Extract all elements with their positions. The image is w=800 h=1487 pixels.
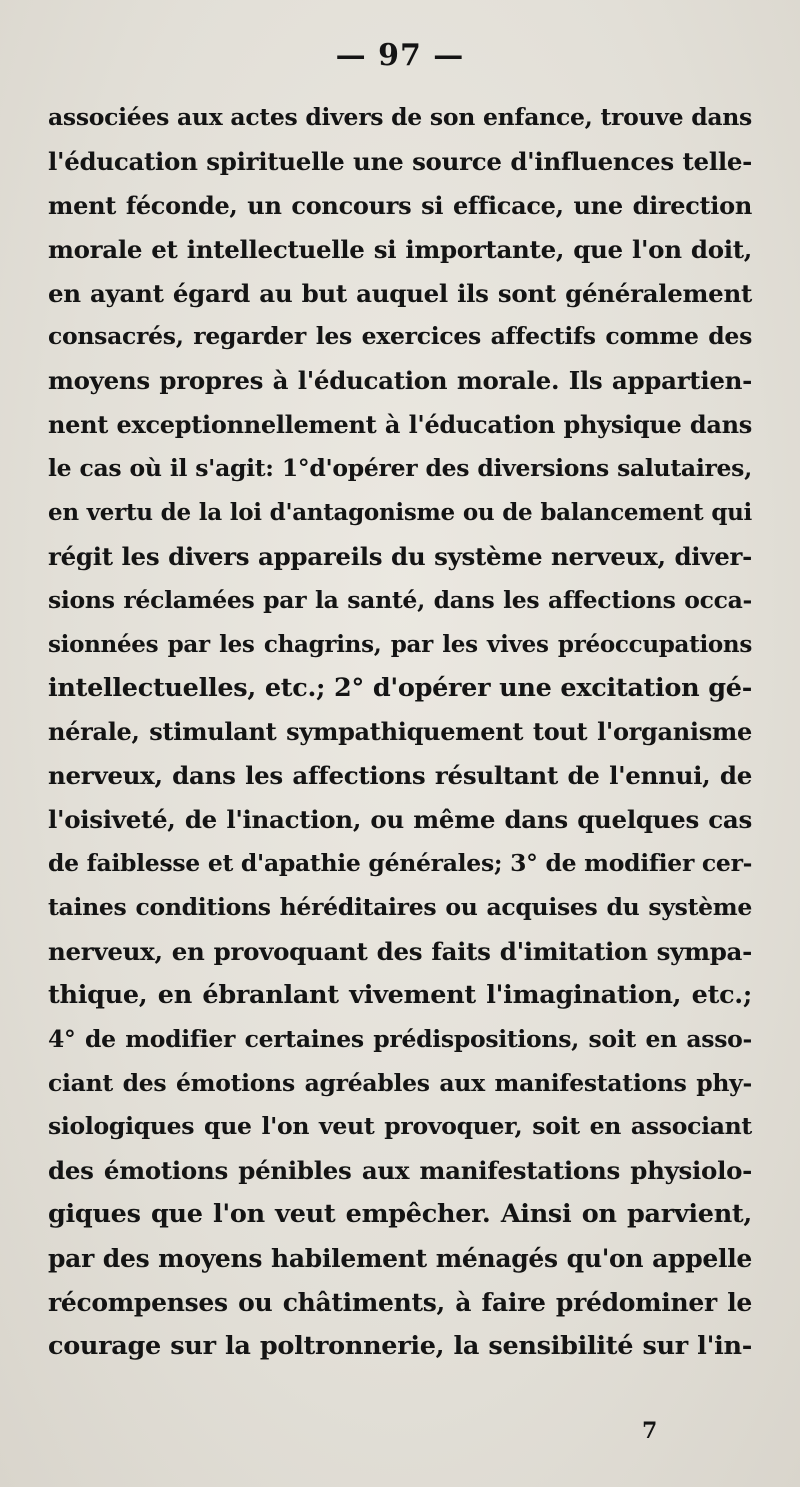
text-line: en ayant égard au but auquel ils sont généralement	[48, 278, 752, 308]
text-line: sionnées par les chagrins, par les vives préoccupations	[48, 630, 752, 658]
text-line: des émotions pénibles aux manifestations physiolo-	[48, 1156, 752, 1186]
text-line: sions réclamées par la santé, dans les affections occa-	[48, 585, 752, 614]
text-line: morale et intellectuelle si importante, que l'on doit,	[48, 234, 752, 264]
text-line: de faiblesse et d'apathie générales; 3° de modifier cer-	[48, 849, 753, 878]
text-line: ment féconde, un concours si efficace, une direction	[48, 190, 752, 220]
text-line: nérale, stimulant sympathiquement tout l'organisme	[48, 717, 752, 747]
text-line: consacrés, regarder les exercices affectifs comme des	[48, 322, 752, 351]
text-line: thique, en ébranlant vivement l'imagination, etc.;	[48, 979, 752, 1010]
text-line: nerveux, dans les affections résultant de l'ennui, de	[48, 761, 752, 791]
text-line: siologiques que l'on veut provoquer, soit en associant	[48, 1112, 752, 1141]
text-line: associées aux actes divers de son enfance, trouve dans	[48, 103, 752, 131]
text-line: nerveux, en provoquant des faits d'imitation sympa-	[48, 936, 752, 966]
text-line: courage sur la poltronnerie, la sensibilité sur l'in-	[48, 1330, 752, 1361]
text-line: ciant des émotions agréables aux manifestations phy-	[48, 1068, 752, 1097]
text-line: l'oisiveté, de l'inaction, ou même dans quelques cas	[48, 805, 752, 835]
text-line: par des moyens habilement ménagés qu'on appelle	[48, 1244, 752, 1274]
text-line: taines conditions héréditaires ou acquises du système	[48, 893, 752, 922]
text-line: le cas où il s'agit: 1°d'opérer des diversions salutaires,	[48, 454, 752, 483]
text-line: moyens propres à l'éducation morale. Ils appartien-	[48, 366, 752, 396]
page-number: — 97 —	[335, 38, 465, 73]
text-line: nent exceptionnellement à l'éducation physique dans	[48, 410, 752, 440]
text-line: intellectuelles, etc.; 2° d'opérer une excitation gé-	[48, 672, 752, 703]
text-line: régit les divers appareils du système nerveux, diver-	[48, 541, 752, 571]
text-line: 4° de modifier certaines prédispositions, soit en asso-	[48, 1024, 752, 1053]
text-line: l'éducation spirituelle une source d'influences telle-	[48, 146, 752, 176]
text-line: en vertu de la loi d'antagonisme ou de balancement qui	[48, 499, 752, 527]
body-text	[48, 96, 752, 1369]
text-line: giques que l'on veut empêcher. Ainsi on parvient,	[48, 1199, 752, 1230]
text-line: récompenses ou châtiments, à faire prédominer le	[48, 1288, 752, 1318]
signature-mark: 7	[642, 1418, 658, 1444]
